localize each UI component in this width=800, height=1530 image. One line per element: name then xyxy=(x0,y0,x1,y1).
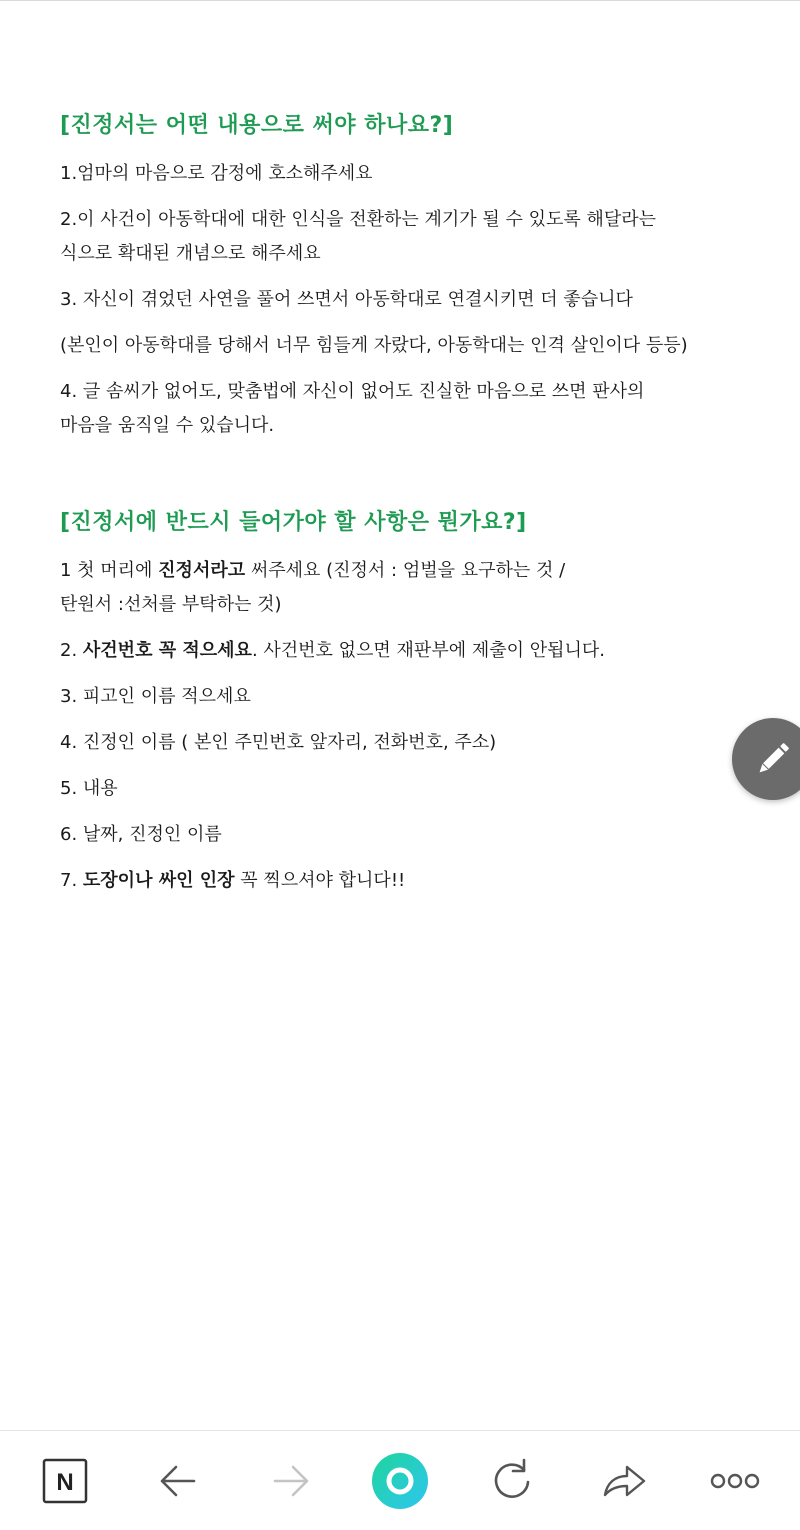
refresh-icon xyxy=(482,1451,542,1511)
guide-item-2-line-2: 식으로 확대된 개념으로 해주세요 xyxy=(60,243,321,264)
refresh-button[interactable] xyxy=(482,1451,542,1511)
share-arrow-icon xyxy=(595,1451,655,1511)
guide-item-2-line-1: 2.이 사건이 아동학대에 대한 인식을 전환하는 계기가 될 수 있도록 해달라는 xyxy=(60,209,657,230)
bold-segment: 진정서라고 xyxy=(158,560,246,581)
section-heading: [진정서에 반드시 들어가야 할 사항은 뭔가요?] xyxy=(60,510,527,535)
more-dots-icon xyxy=(705,1451,765,1511)
forward-button[interactable] xyxy=(261,1451,321,1511)
bold-segment: 사건번호 꼭 적으세요 xyxy=(82,640,252,661)
back-button[interactable] xyxy=(148,1451,208,1511)
required-item-1 xyxy=(60,554,785,622)
required-item-7 xyxy=(60,864,785,898)
required-item-2 xyxy=(60,634,785,668)
text-segment: 7. xyxy=(60,870,83,891)
guide-item-3: 3. 자신이 겪었던 사연을 풀어 쓰면서 아동학대로 연결시키면 더 좋습니다 xyxy=(60,289,633,310)
bold-segment: 도장이나 싸인 인장 xyxy=(82,870,235,891)
text-segment: 1 첫 머리에 xyxy=(60,560,159,581)
arrow-left-icon xyxy=(148,1451,208,1511)
article-content xyxy=(60,108,785,910)
browser-toolbar xyxy=(0,1430,800,1530)
guide-item-4-line-1: 4. 글 솜씨가 없어도, 맞춤법에 자신이 없어도 진실한 마음으로 쓰면 판사의 xyxy=(60,381,645,402)
green-dot-icon xyxy=(370,1451,430,1511)
share-button[interactable] xyxy=(595,1451,655,1511)
text-segment: 써주세요 (진정서 : 엄벌을 요구하는 것 / xyxy=(245,560,566,581)
green-dot-button[interactable] xyxy=(370,1451,430,1511)
arrow-right-icon xyxy=(261,1451,321,1511)
naver-n-icon xyxy=(35,1451,95,1511)
pencil-icon xyxy=(751,737,795,781)
required-item-5: 5. 내용 xyxy=(60,778,118,799)
text-segment: 2. xyxy=(60,640,83,661)
required-item-4: 4. 진정인 이름 ( 본인 주민번호 앞자리, 전화번호, 주소) xyxy=(60,732,497,753)
guide-item-1: 1.엄마의 마음으로 감정에 호소해주세요 xyxy=(60,163,373,184)
required-item-3: 3. 피고인 이름 적으세요 xyxy=(60,686,251,707)
section-required-items xyxy=(60,505,785,898)
more-menu-button[interactable] xyxy=(705,1451,765,1511)
top-divider xyxy=(0,0,800,1)
guide-item-4 xyxy=(60,375,785,443)
naver-n-letter: N xyxy=(56,1469,74,1496)
required-item-1-line-2: 탄원서 :선처를 부탁하는 것) xyxy=(60,594,282,615)
section-content-guide xyxy=(60,108,785,443)
text-segment: . 사건번호 없으면 재판부에 제출이 안됩니다. xyxy=(251,640,605,661)
guide-item-4-line-2: 마음을 움직일 수 있습니다. xyxy=(60,415,275,436)
required-item-1-line-1 xyxy=(60,554,785,588)
naver-home-button[interactable] xyxy=(35,1451,95,1511)
required-item-6: 6. 날짜, 진정인 이름 xyxy=(60,824,222,845)
section-heading: [진정서는 어떤 내용으로 써야 하나요?] xyxy=(60,113,454,138)
text-segment: 꼭 찍으셔야 합니다!! xyxy=(234,870,406,891)
guide-item-3-note: (본인이 아동학대를 당해서 너무 힘들게 자랐다, 아동학대는 인격 살인이다 등등) xyxy=(60,335,688,356)
guide-item-2 xyxy=(60,203,785,271)
